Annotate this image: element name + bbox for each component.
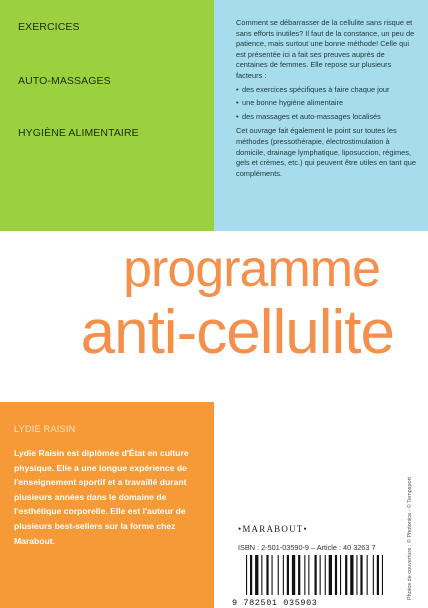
barcode-bar — [283, 555, 284, 595]
barcode-bar — [320, 555, 321, 595]
barcode-bar — [304, 555, 305, 595]
barcode-bar — [250, 555, 252, 595]
barcode — [232, 553, 402, 608]
barcode-bar — [261, 555, 262, 595]
barcode-bar — [266, 555, 268, 595]
barcode-bar — [335, 555, 337, 595]
barcode-number: 9 782501 035903 — [232, 598, 402, 608]
barcode-bar — [308, 555, 309, 595]
publisher-logo — [238, 524, 308, 534]
factor-item: • des massages et auto-massages localisés — [236, 112, 416, 123]
topic-auto-massages: AUTO-MASSAGES — [18, 75, 111, 87]
topic-exercices: EXERCICES — [18, 21, 80, 33]
topic-hygiene: HYGIÈNE ALIMENTAIRE — [18, 127, 139, 139]
description-intro: Comment se débarrasser de la cellulite sans risque et sans efforts inutiles? Il faut de la constance, un peu de patience, mais surtout une bonne méthode! Celle qui est présentée ici a fait ses preuves auprès de centaines de femmes. Elle repose sur plusieurs facteurs : — [236, 18, 415, 80]
barcode-bar — [360, 555, 362, 595]
barcode-bar — [315, 555, 317, 595]
barcode-bar — [278, 555, 279, 595]
title-programme: programme — [123, 240, 380, 298]
barcode-bar — [373, 555, 374, 595]
green-panel — [0, 0, 214, 231]
description-block — [236, 18, 416, 179]
barcode-bar — [356, 555, 357, 595]
barcode-bar — [272, 555, 273, 595]
barcode-bar — [367, 555, 368, 595]
barcode-bar — [246, 555, 247, 595]
barcode-bar — [382, 555, 383, 595]
barcode-bar — [350, 555, 353, 595]
title-anti-cellulite: anti-cellulite — [80, 298, 394, 367]
barcode-bars — [232, 553, 402, 599]
bullet-icon: • — [303, 524, 308, 534]
barcode-bar — [340, 555, 341, 595]
bullet-icon: • — [238, 524, 243, 534]
barcode-bar — [298, 555, 300, 595]
factor-item: • une bonne hygiène alimentaire — [236, 98, 416, 109]
factor-list — [236, 85, 416, 123]
barcode-bar — [292, 555, 295, 595]
publisher-name: MARABOUT — [242, 524, 304, 534]
barcode-bar — [255, 555, 258, 595]
barcode-bar — [345, 555, 347, 595]
isbn-line: ISBN : 2-501-03590-9 – Article : 40 3263 7 — [238, 543, 376, 552]
barcode-bar — [377, 555, 379, 595]
author-name: LYDIE RAISIN — [14, 424, 76, 434]
photo-credit: Photos de couverture : © Photonica - © Tempsport — [407, 477, 413, 600]
barcode-bar — [325, 555, 326, 595]
barcode-bar — [287, 555, 289, 595]
author-bio — [14, 446, 210, 548]
author-bio-text: Lydie Raisin est diplômée d'État en culture physique. Elle a une longue expérience de l'enseignement sportif et a travaillé durant plusieurs années dans le domaine de l'esthétique corporelle. Elle est l'auteur de plusieurs best-sellers sur la forme chez Marabout. — [14, 448, 189, 546]
factor-item: • des exercices spécifiques à faire chaque jour — [236, 85, 416, 96]
barcode-bar — [329, 555, 332, 595]
description-outro: Cet ouvrage fait également le point sur toutes les méthodes (pressothérapie, électrostimulation à domicile, drainage lymphatique, liposuccion, régimes, gels et crèmes, etc.) qui peuvent être utiles en tant que compléments. — [236, 126, 416, 178]
